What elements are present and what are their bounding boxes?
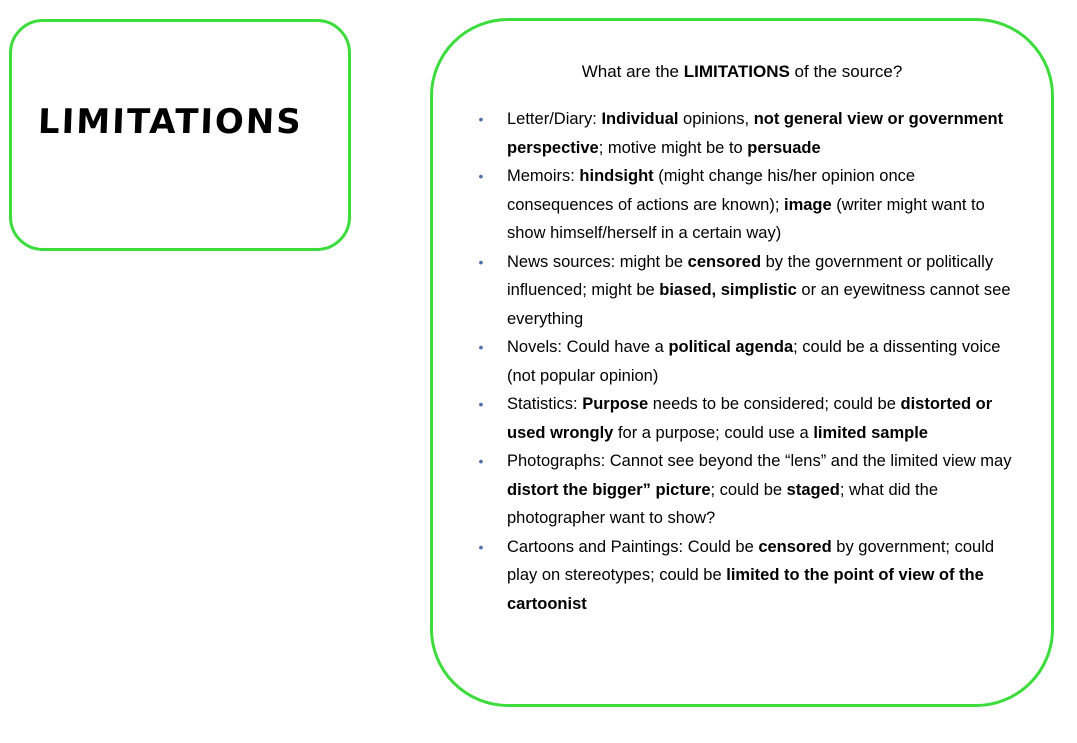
list-item-text: News sources: might be xyxy=(507,252,688,271)
list-item-emphasis: distorted or used wrongly xyxy=(507,395,993,442)
list-item-emphasis: persuade xyxy=(747,138,821,157)
bullet-icon: • xyxy=(478,168,484,184)
list-item-emphasis: biased, simplistic xyxy=(659,281,797,299)
question-suffix: of the source? xyxy=(789,62,903,81)
list-item-text: Novels: Could have a xyxy=(507,338,669,356)
list-item xyxy=(478,105,1022,162)
question-prefix: What are the xyxy=(581,62,684,81)
list-item-emphasis: limited to the point of view of the cartoonist xyxy=(507,566,984,613)
list-item xyxy=(478,447,1022,533)
list-item-emphasis: censored xyxy=(758,537,832,556)
limitations-panel xyxy=(430,18,1054,707)
list-item-text: needs to be considered; could be xyxy=(648,395,901,413)
list-item-emphasis: Individual xyxy=(601,110,679,128)
bullet-icon: • xyxy=(478,538,484,555)
bullet-icon: • xyxy=(478,396,484,412)
list-item-text: Memoirs: xyxy=(507,167,580,185)
list-item-emphasis: Purpose xyxy=(582,395,649,413)
list-item xyxy=(478,162,1022,248)
list-item xyxy=(478,333,1022,390)
list-item-text: ; motive might be to xyxy=(598,138,748,157)
list-item-text: by the government or politically influenced; might be xyxy=(507,252,994,299)
question-emphasis: LIMITATIONS xyxy=(683,62,790,81)
bullet-icon: • xyxy=(478,453,484,469)
bullet-icon: • xyxy=(478,339,484,355)
heading-box xyxy=(9,19,351,251)
list-item-text: opinions, xyxy=(678,110,754,128)
list-item-text: ; what did the photographer want to show? xyxy=(507,480,938,527)
limitations-list xyxy=(478,105,1022,618)
list-item-text: (might change his/her opinion once consequences of actions are known); xyxy=(507,167,916,214)
list-item xyxy=(478,390,1022,447)
list-item-emphasis: distort the bigger” picture xyxy=(507,480,711,499)
list-item-text: Photographs: Cannot see beyond the “lens” and the limited view may xyxy=(507,452,1012,470)
list-item-text: Letter/Diary: xyxy=(507,110,602,128)
list-item-text: ; could be a dissenting voice (not popular opinion) xyxy=(507,338,1001,385)
list-item-emphasis: not general view or government perspective xyxy=(507,110,1004,157)
list-item-emphasis: political agenda xyxy=(668,338,794,356)
list-item xyxy=(478,533,1022,619)
list-item-text: (writer might want to show himself/herself in a certain way) xyxy=(507,195,985,242)
list-item-emphasis: hindsight xyxy=(579,167,654,185)
list-item xyxy=(478,248,1022,334)
list-item-text: ; could be xyxy=(710,480,787,499)
list-item-emphasis: limited sample xyxy=(813,423,928,442)
list-item-text: for a purpose; could use a xyxy=(613,423,814,442)
list-item-emphasis: censored xyxy=(687,252,762,271)
heading-title: LIMITATIONS xyxy=(37,102,304,142)
list-item-text: Statistics: xyxy=(507,395,583,413)
bullet-icon: • xyxy=(478,253,484,270)
list-item-text: Cartoons and Paintings: Could be xyxy=(507,537,759,556)
list-item-emphasis: image xyxy=(784,195,832,214)
bullet-icon: • xyxy=(478,111,484,127)
question-text xyxy=(433,61,1051,83)
list-item-emphasis: staged xyxy=(786,480,840,499)
list-item-text: or an eyewitness cannot see everything xyxy=(507,281,1011,328)
list-item-text: by government; could play on stereotypes; could be xyxy=(507,537,995,584)
